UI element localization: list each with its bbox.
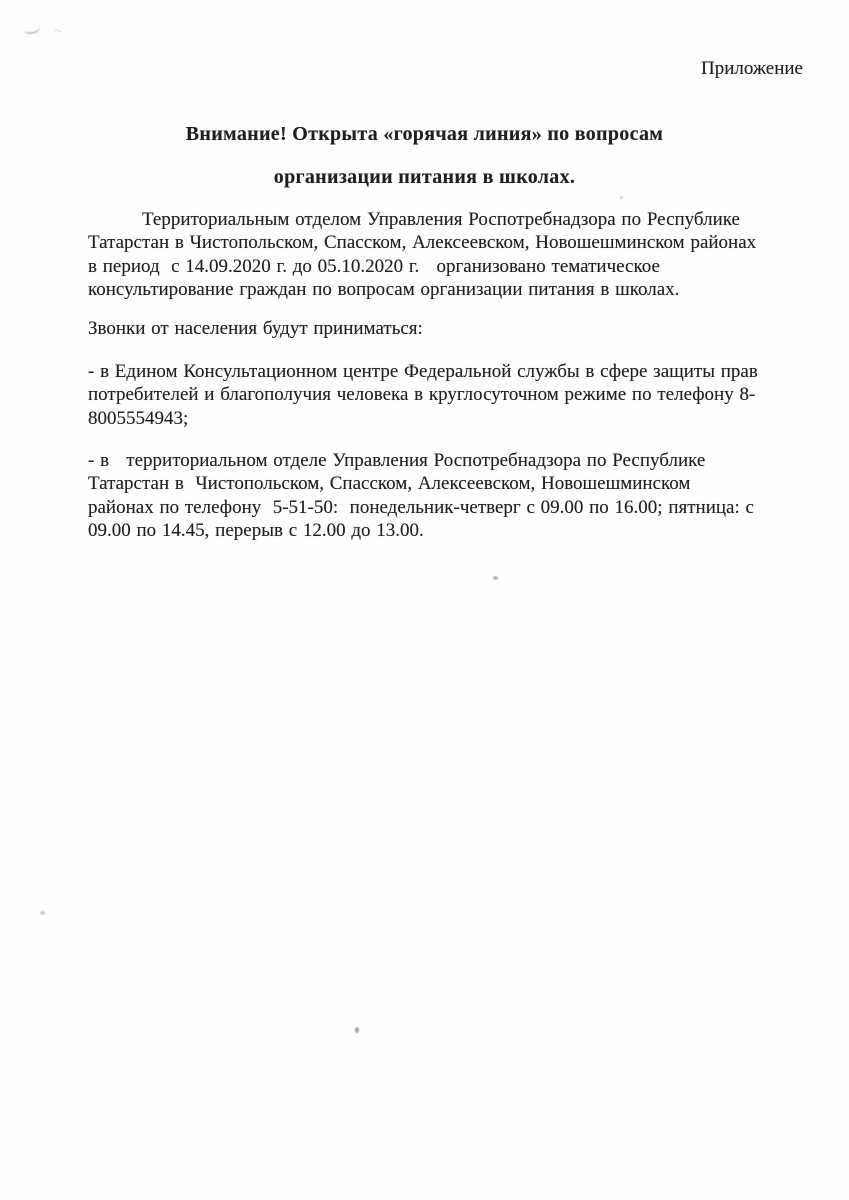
hotline-territorial-line: районах по телефону 5-51-50: понедельник-четверг с 09.00 по 16.00; пятница: с xyxy=(88,496,754,518)
intro-line: консультирование граждан по вопросам организации питания в школах. xyxy=(88,279,680,301)
intro-line: Татарстан в Чистопольском, Спасском, Алексеевском, Новошешминском районах xyxy=(88,232,757,254)
hotline-federal-line: 8005554943; xyxy=(88,407,189,429)
hotline-territorial-line: 09.00 по 14.45, перерыв с 12.00 до 13.00. xyxy=(88,520,424,542)
pencil-scribble-artifact xyxy=(52,29,62,37)
hotline-territorial-line: Татарстан в Чистопольском, Спасском, Алексеевском, Новошешминском xyxy=(88,473,691,495)
hotline-federal-paragraph xyxy=(88,360,758,430)
hotline-federal-line: потребителей и благополучия человека в круглосуточном режиме по телефону 8- xyxy=(88,384,756,406)
scan-speck-artifact xyxy=(40,911,45,915)
hotline-federal-line: - в Едином Консультационном центре Федеральной службы в сфере защиты прав xyxy=(88,361,758,382)
scan-speck-artifact xyxy=(620,196,623,199)
hotline-territorial-paragraph xyxy=(88,449,754,543)
scan-speck-artifact xyxy=(355,1027,359,1033)
hotline-territorial-line: - в территориальном отделе Управления Роспотребнадзора по Республике xyxy=(88,450,706,471)
document-title-line-2: организации питания в школах. xyxy=(273,166,576,188)
pencil-scribble-artifact xyxy=(22,22,41,36)
intro-line: в период с 14.09.2020 г. до 05.10.2020 г. организовано тематическое xyxy=(88,255,660,277)
calls-heading: Звонки от населения будут приниматься: xyxy=(88,318,423,339)
intro-paragraph xyxy=(88,208,756,302)
annotation-label: Приложение xyxy=(701,58,803,79)
scan-speck-artifact xyxy=(493,576,498,580)
calls-heading-paragraph xyxy=(88,317,423,340)
intro-line: Территориальным отделом Управления Роспотребнадзора по Республике xyxy=(142,209,740,230)
document-title-line-1: Внимание! Открыта «горячая линия» по вопросам xyxy=(185,123,664,145)
